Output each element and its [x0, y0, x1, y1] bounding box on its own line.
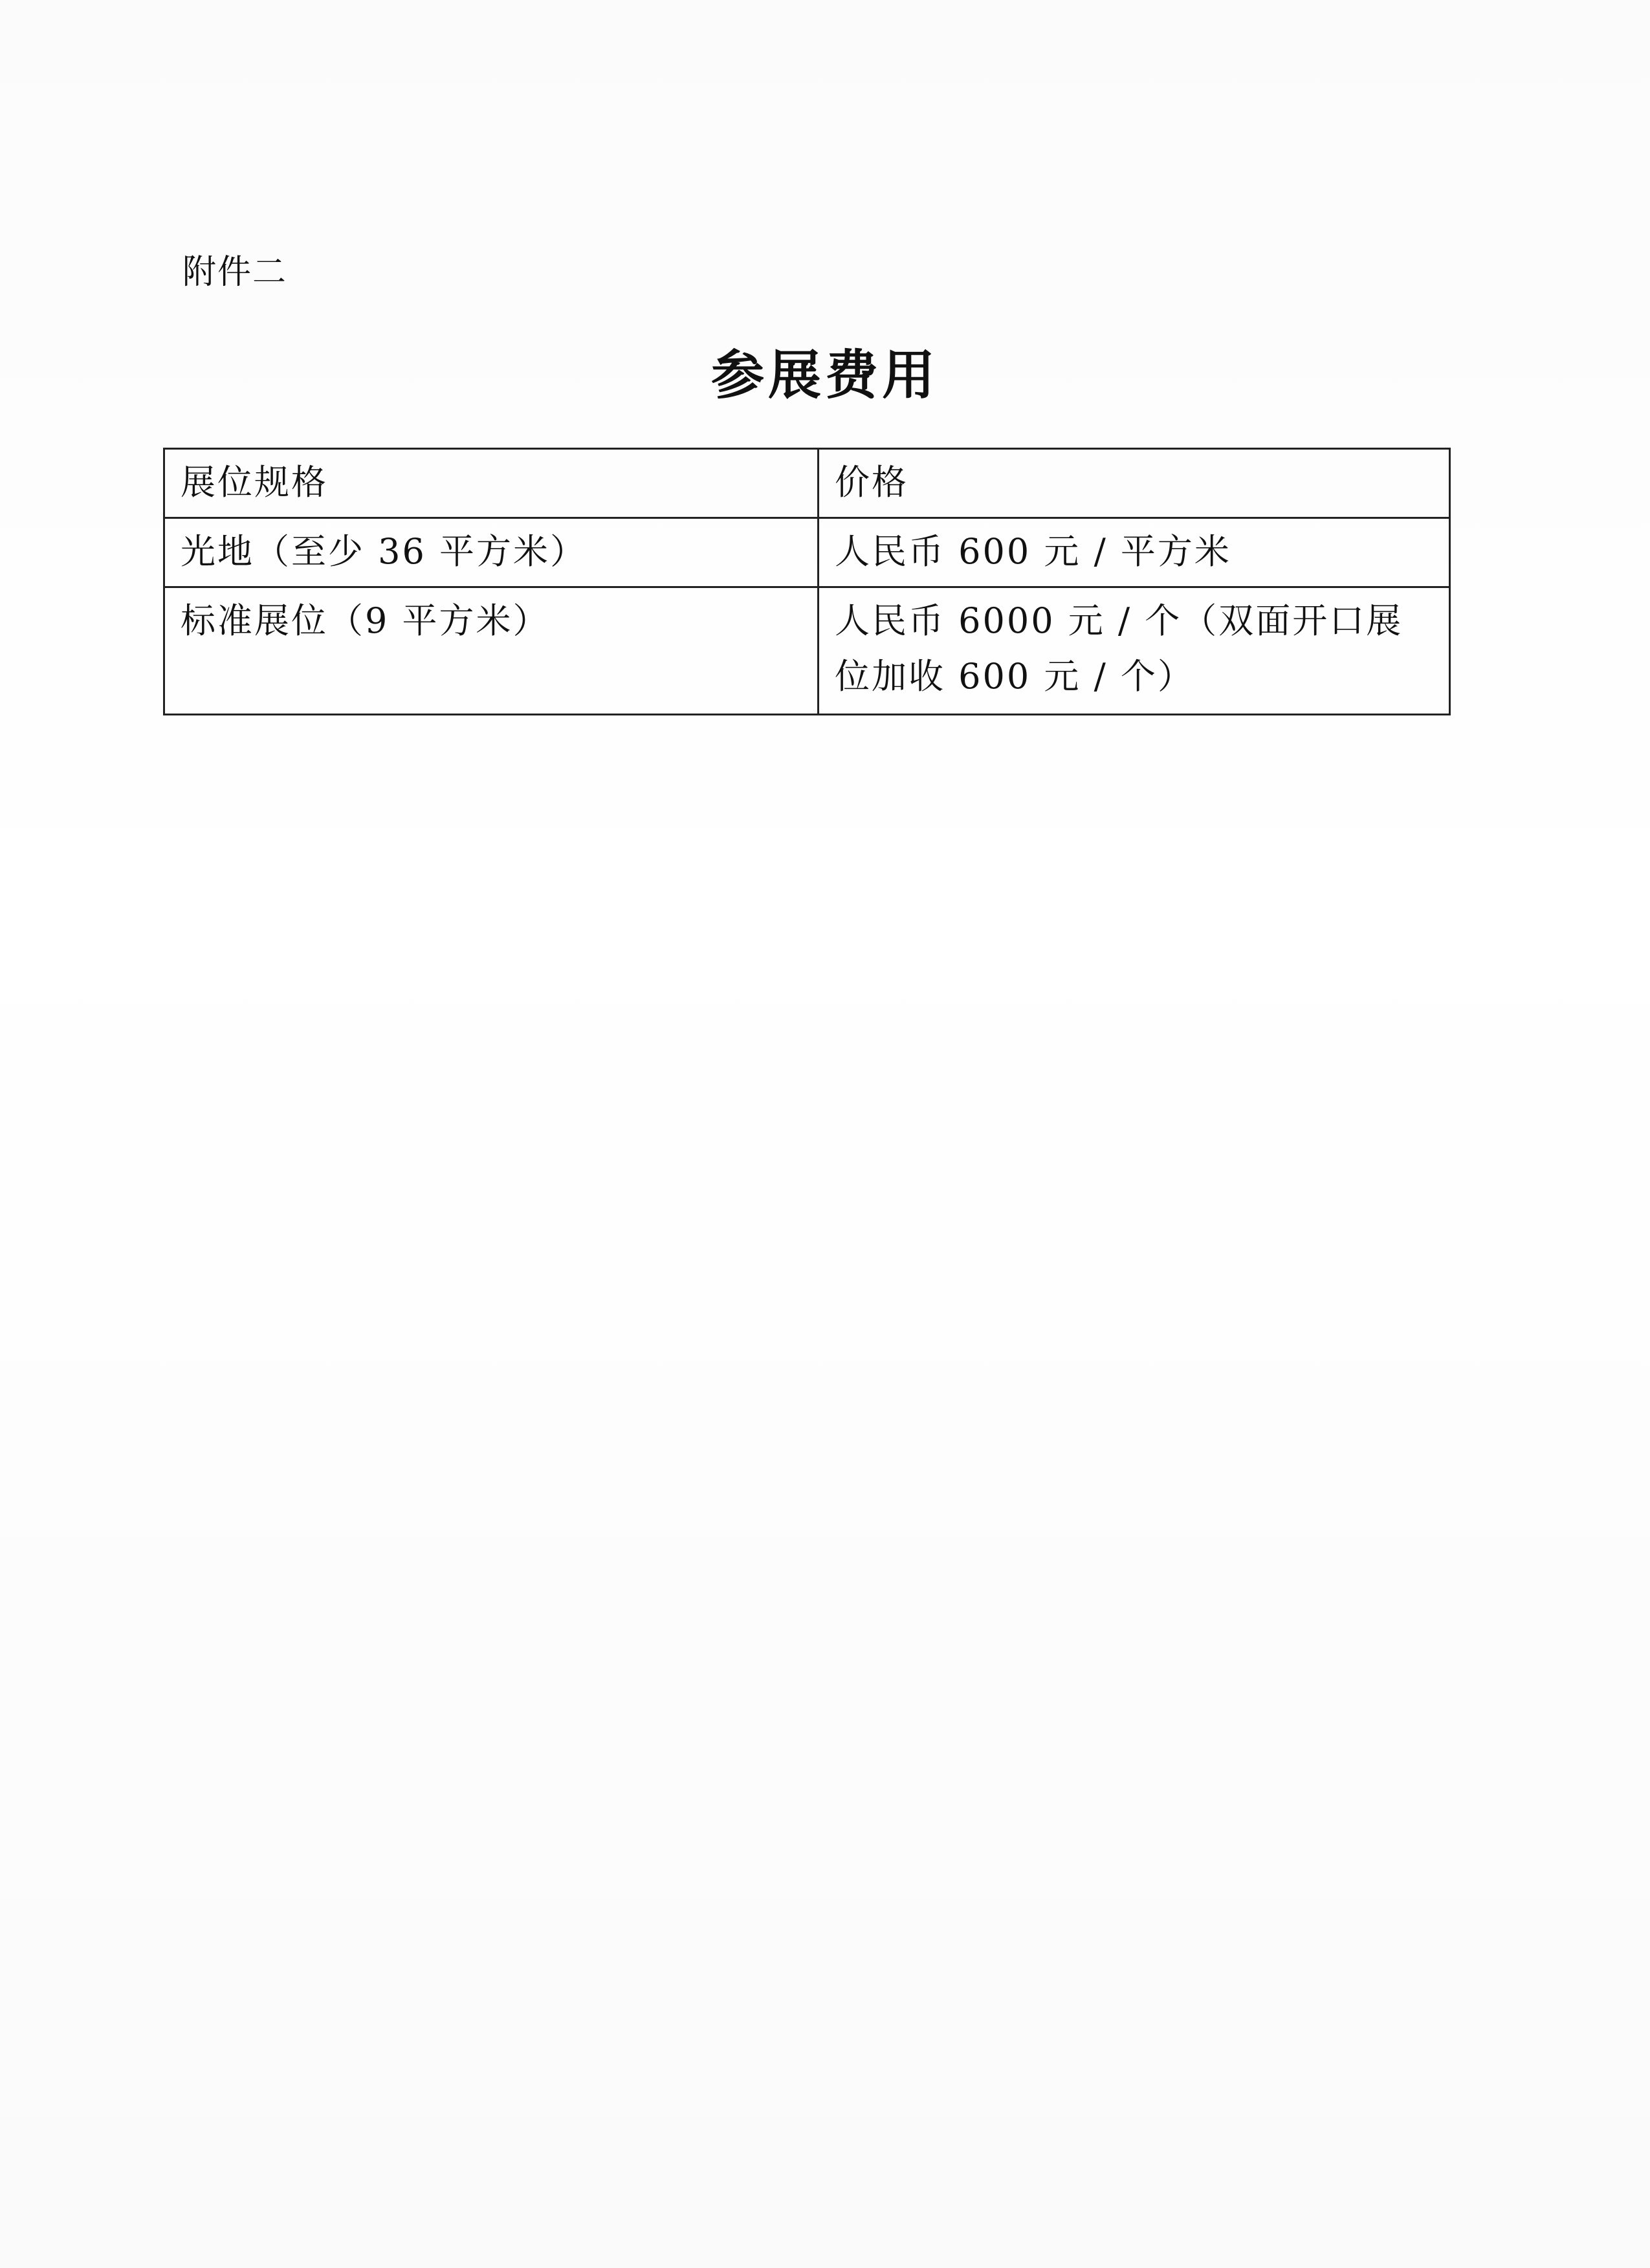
page-title: 参展费用	[710, 345, 939, 406]
spec-cell: 标准展位（9 平方米）	[164, 587, 819, 715]
fee-table	[163, 448, 1451, 715]
price-cell: 人民币 6000 元 / 个（双面开口展位加收 600 元 / 个）	[819, 587, 1450, 715]
attachment-label: 附件二	[182, 253, 288, 292]
table-row	[164, 518, 1450, 587]
price-cell: 人民币 600 元 / 平方米	[819, 518, 1450, 587]
header-price: 价格	[819, 449, 1450, 518]
spec-cell: 光地（至少 36 平方米）	[164, 518, 819, 587]
header-spec: 展位规格	[164, 449, 819, 518]
table-header-row	[164, 449, 1450, 518]
table-row	[164, 587, 1450, 715]
